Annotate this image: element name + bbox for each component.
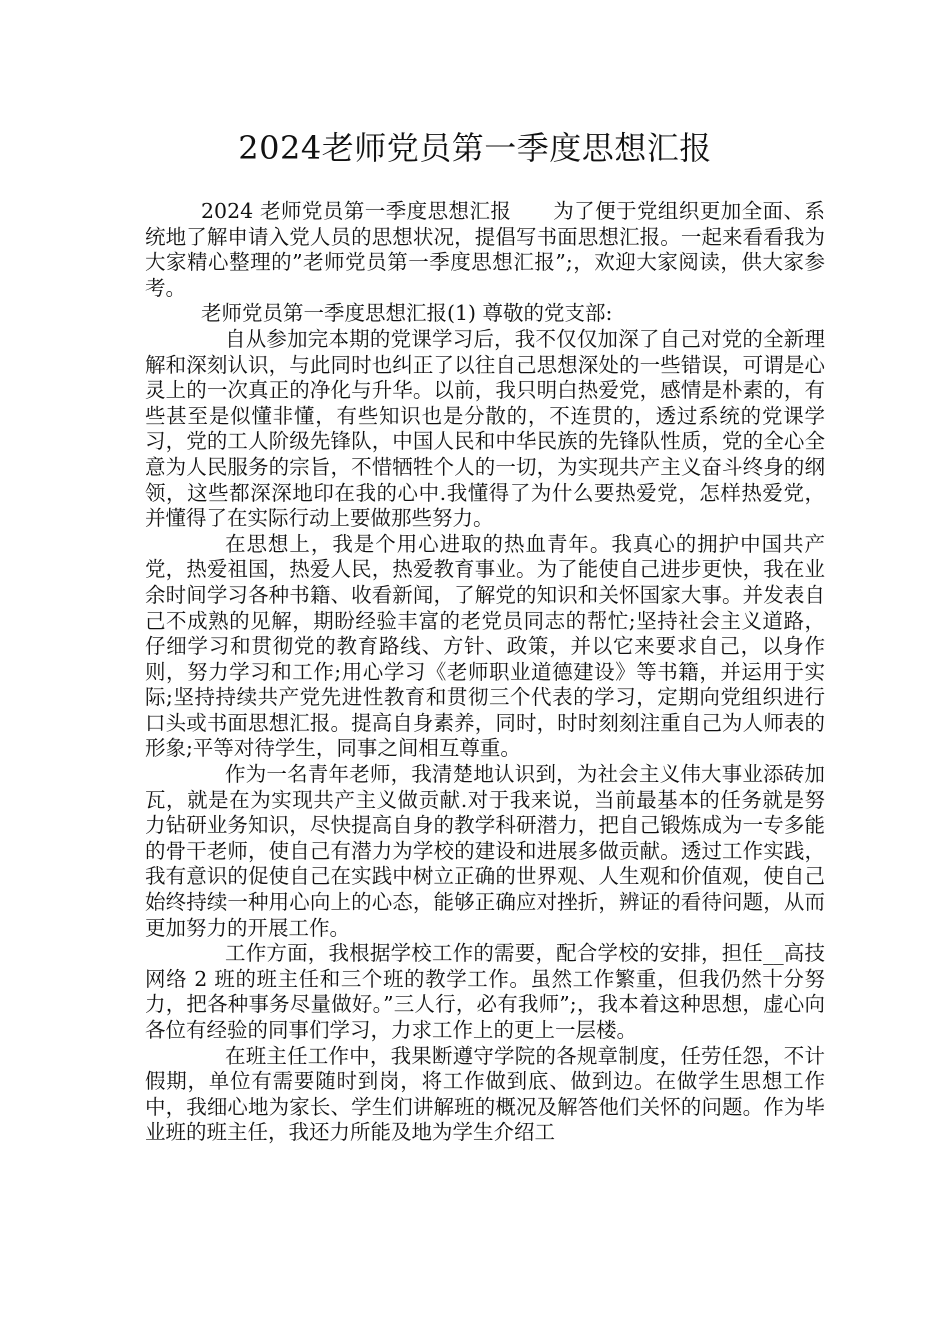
- intro-paragraph: 2024 老师党员第一季度思想汇报 为了便于党组织更加全面、系统地了解申请入党人员的思想状况，提倡写书面思想汇报。一起来看看我为大家精心整理的”老师党员第一季度思想汇报”;，欢迎大家阅读，供大家参考。: [145, 199, 825, 300]
- body-paragraph: 自从参加完本期的党课学习后，我不仅仅加深了自己对党的全新理解和深刻认识，与此同时也纠正了以往自己思想深处的一些错误，可谓是心灵上的一次真正的净化与升华。以前，我只明白热爱党，感情是朴素的，有些甚至是似懂非懂，有些知识也是分散的，不连贯的，透过系统的党课学习，党的工人阶级先锋队，中国人民和中华民族的先锋队性质，党的全心全意为人民服务的宗旨，不惜牺牲个人的一切，为实现共产主义奋斗终身的纲领，这些都深深地印在我的心中.我懂得了为什么要热爱党，怎样热爱党，并懂得了在实际行动上要做那些努力。: [145, 326, 825, 531]
- document-body: [145, 199, 825, 1146]
- salutation-paragraph: 老师党员第一季度思想汇报(1) 尊敬的党支部:: [201, 301, 613, 326]
- body-paragraph: 在班主任工作中，我果断遵守学院的各规章制度，任劳任怨，不计假期，单位有需要随时到岗，将工作做到底、做到边。在做学生思想工作中，我细心地为家长、学生们讲解班的概况及解答他们关怀的问题。作为毕业班的班主任，我还力所能及地为学生介绍工: [145, 1043, 825, 1145]
- body-paragraph: 工作方面，我根据学校工作的需要，配合学校的安排，担任__高技网络 2 班的班主任和三个班的教学工作。虽然工作繁重，但我仍然十分努力，把各种事务尽量做好。”三人行，必有我师”;，我本着这种思想，虚心向各位有经验的同事们学习，力求工作上的更上一层楼。: [145, 941, 825, 1042]
- document-title: 2024老师党员第一季度思想汇报: [238, 129, 712, 167]
- body-paragraph: 在思想上，我是个用心进取的热血青年。我真心的拥护中国共产党，热爱祖国，热爱人民，热爱教育事业。为了能使自己进步更快，我在业余时间学习各种书籍、收看新闻，了解党的知识和关怀国家大事。并发表自己不成熟的见解，期盼经验丰富的老党员同志的帮忙;坚持社会主义道路，仔细学习和贯彻党的教育路线、方针、政策，并以它来要求自己，以身作则，努力学习和工作;用心学习《老师职业道德建设》等书籍，并运用于实际;坚持持续共产党先进性教育和贯彻三个代表的学习，定期向党组织进行口头或书面思想汇报。提高自身素养，同时，时时刻刻注重自己为人师表的形象;平等对待学生，同事之间相互尊重。: [145, 531, 825, 761]
- body-paragraph: 作为一名青年老师，我清楚地认识到，为社会主义伟大事业添砖加瓦，就是在为实现共产主义做贡献.对于我来说，当前最基本的任务就是努力钻研业务知识，尽快提高自身的教学科研潜力，把自己锻炼成为一专多能的骨干老师，使自己有潜力为学校的建设和进展多做贡献。透过工作实践，我有意识的促使自己在实践中树立正确的世界观、人生观和价值观，使自己始终持续一种用心向上的心态，能够正确应对挫折，辨证的看待问题，从而更加努力的开展工作。: [145, 762, 825, 940]
